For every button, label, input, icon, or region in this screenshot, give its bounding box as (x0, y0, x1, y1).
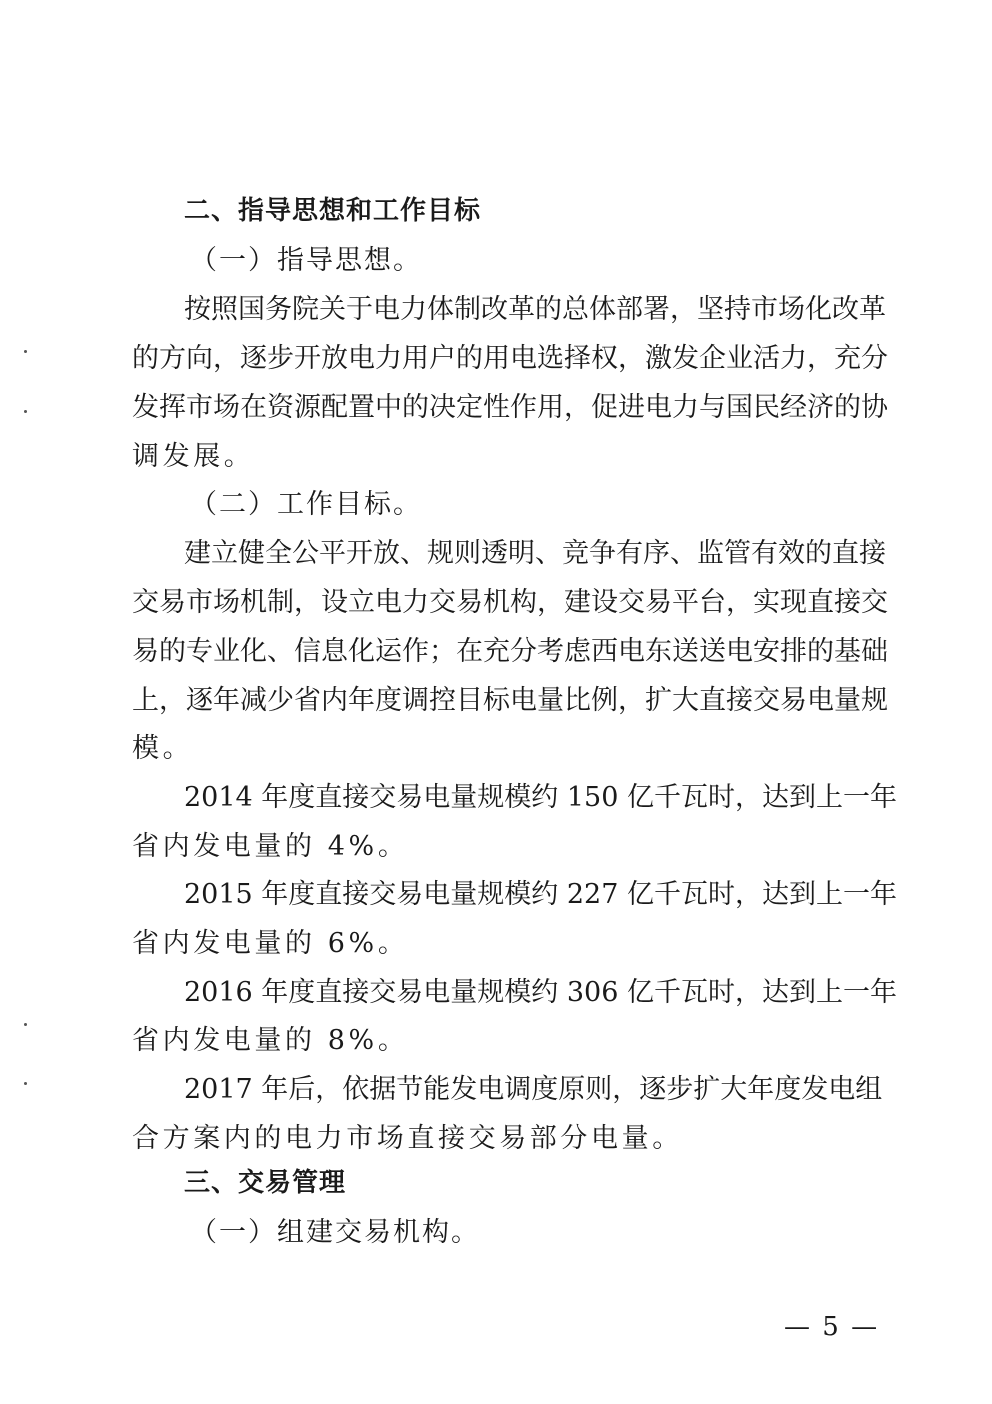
paragraph-line: 2016 年度直接交易电量规模约 306 亿千瓦时，达到上一年 (184, 977, 897, 1008)
page-number: — 5 — (784, 1312, 880, 1342)
paragraph-line: 省内发电量的 8%。 (132, 1025, 409, 1056)
subsection-heading-1: （一）指导思想。 (190, 245, 422, 276)
paragraph-line: 合方案内的电力市场直接交易部分电量。 (132, 1123, 683, 1154)
paragraph-line: 发挥市场在资源配置中的决定性作用，促进电力与国民经济的协 (132, 392, 888, 423)
paragraph-line: 省内发电量的 4%。 (132, 831, 409, 862)
paragraph-line: 交易市场机制，设立电力交易机构，建设交易平台，实现直接交 (132, 587, 888, 618)
paragraph-line: 调发展。 (132, 441, 255, 472)
paragraph-line: 2014 年度直接交易电量规模约 150 亿千瓦时，达到上一年 (184, 782, 897, 813)
paragraph-line: 上，逐年减少省内年度调控目标电量比例，扩大直接交易电量规 (132, 685, 888, 716)
paragraph-line: 的方向，逐步开放电力用户的用电选择权，激发企业活力，充分 (132, 343, 888, 374)
subsection-heading-3: （一）组建交易机构。 (190, 1217, 480, 1248)
scan-mark (24, 410, 27, 413)
scan-mark (24, 350, 27, 353)
subsection-heading-2: （二）工作目标。 (190, 489, 422, 520)
paragraph-line: 易的专业化、信息化运作；在充分考虑西电东送送电安排的基础 (132, 636, 888, 667)
paragraph-line: 按照国务院关于电力体制改革的总体部署，坚持市场化改革 (184, 294, 886, 325)
paragraph-line: 2015 年度直接交易电量规模约 227 亿千瓦时，达到上一年 (184, 879, 897, 910)
paragraph-line: 模。 (132, 733, 194, 764)
paragraph-line: 2017 年后，依据节能发电调度原则，逐步扩大年度发电组 (184, 1074, 883, 1105)
section-heading-3: 三、交易管理 (184, 1168, 347, 1198)
section-heading-2: 二、指导思想和工作目标 (184, 196, 482, 226)
scan-mark (24, 1023, 27, 1026)
paragraph-line: 建立健全公平开放、规则透明、竞争有序、监管有效的直接 (184, 538, 886, 569)
scan-mark (24, 1082, 27, 1085)
paragraph-line: 省内发电量的 6%。 (132, 928, 409, 959)
